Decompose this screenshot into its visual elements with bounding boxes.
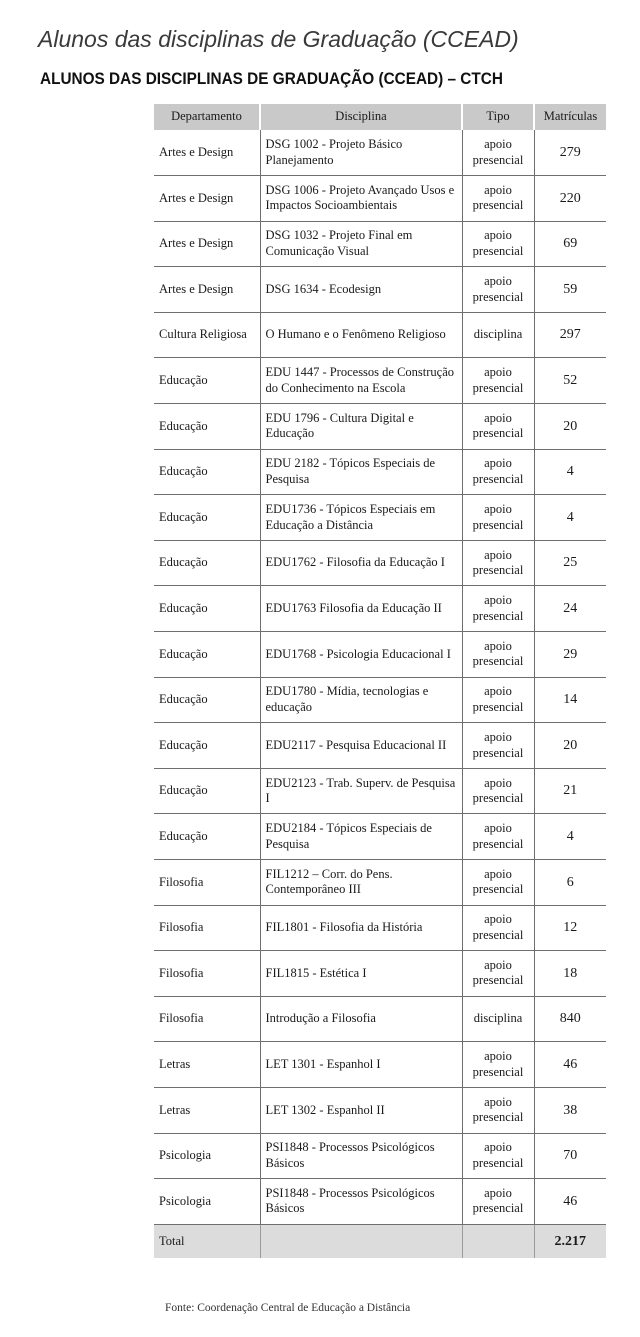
table-header-row [154, 104, 606, 130]
table-row [154, 1087, 606, 1133]
table-row [154, 723, 606, 769]
cell-matriculas: 14 [534, 677, 606, 723]
header-tipo: Tipo [462, 104, 534, 130]
total-empty-cell [260, 1224, 462, 1258]
source-note: Fonte: Coordenação Central de Educação a Distância [165, 1302, 411, 1314]
cell-disciplina: O Humano e o Fenômeno Religioso [260, 312, 462, 358]
cell-departamento: Filosofia [154, 996, 260, 1042]
cell-departamento: Artes e Design [154, 221, 260, 267]
cell-disciplina: EDU 2182 - Tópicos Especiais de Pesquisa [260, 449, 462, 495]
cell-matriculas: 20 [534, 404, 606, 450]
total-empty-cell [462, 1224, 534, 1258]
table-row [154, 951, 606, 997]
table-row [154, 860, 606, 906]
cell-tipo: apoio presencial [462, 130, 534, 176]
table-row [154, 814, 606, 860]
cell-disciplina: EDU1780 - Mídia, tecnologias e educação [260, 677, 462, 723]
cell-disciplina: DSG 1006 - Projeto Avançado Usos e Impactos Socioambientais [260, 176, 462, 222]
table-row [154, 1042, 606, 1088]
cell-departamento: Educação [154, 723, 260, 769]
cell-tipo: apoio presencial [462, 677, 534, 723]
cell-disciplina: EDU 1447 - Processos de Construção do Conhecimento na Escola [260, 358, 462, 404]
cell-matriculas: 6 [534, 860, 606, 906]
cell-tipo: apoio presencial [462, 905, 534, 951]
table-row [154, 312, 606, 358]
cell-tipo: apoio presencial [462, 951, 534, 997]
cell-matriculas: 29 [534, 632, 606, 678]
cell-matriculas: 52 [534, 358, 606, 404]
cell-tipo: apoio presencial [462, 449, 534, 495]
cell-disciplina: LET 1301 - Espanhol I [260, 1042, 462, 1088]
cell-departamento: Psicologia [154, 1133, 260, 1179]
cell-matriculas: 25 [534, 540, 606, 586]
cell-tipo: apoio presencial [462, 176, 534, 222]
cell-disciplina: EDU2117 - Pesquisa Educacional II [260, 723, 462, 769]
table-row [154, 130, 606, 176]
cell-disciplina: EDU2123 - Trab. Superv. de Pesquisa I [260, 768, 462, 814]
cell-departamento: Psicologia [154, 1179, 260, 1225]
cell-disciplina: PSI1848 - Processos Psicológicos Básicos [260, 1133, 462, 1179]
cell-disciplina: FIL1815 - Estética I [260, 951, 462, 997]
cell-matriculas: 46 [534, 1042, 606, 1088]
cell-departamento: Letras [154, 1087, 260, 1133]
cell-tipo: apoio presencial [462, 358, 534, 404]
cell-disciplina: EDU1762 - Filosofia da Educação I [260, 540, 462, 586]
cell-tipo: apoio presencial [462, 814, 534, 860]
cell-matriculas: 4 [534, 449, 606, 495]
cell-departamento: Filosofia [154, 951, 260, 997]
cell-matriculas: 70 [534, 1133, 606, 1179]
cell-tipo: apoio presencial [462, 632, 534, 678]
cell-matriculas: 20 [534, 723, 606, 769]
cell-tipo: apoio presencial [462, 267, 534, 313]
table-title: ALUNOS DAS DISCIPLINAS DE GRADUAÇÃO (CCEAD) – CTCH [40, 70, 503, 88]
cell-departamento: Cultura Religiosa [154, 312, 260, 358]
cell-departamento: Educação [154, 632, 260, 678]
cell-departamento: Educação [154, 449, 260, 495]
cell-departamento: Educação [154, 768, 260, 814]
table-row [154, 540, 606, 586]
table-row [154, 221, 606, 267]
cell-matriculas: 840 [534, 996, 606, 1042]
table-row [154, 996, 606, 1042]
table-row [154, 495, 606, 541]
cell-tipo: apoio presencial [462, 723, 534, 769]
cell-matriculas: 18 [534, 951, 606, 997]
cell-departamento: Filosofia [154, 905, 260, 951]
header-disciplina: Disciplina [260, 104, 462, 130]
cell-matriculas: 46 [534, 1179, 606, 1225]
cell-matriculas: 12 [534, 905, 606, 951]
cell-departamento: Educação [154, 495, 260, 541]
cell-matriculas: 4 [534, 495, 606, 541]
table-row [154, 1133, 606, 1179]
cell-disciplina: EDU 1796 - Cultura Digital e Educação [260, 404, 462, 450]
cell-departamento: Educação [154, 677, 260, 723]
table-row [154, 768, 606, 814]
cell-departamento: Educação [154, 586, 260, 632]
cell-disciplina: EDU1736 - Tópicos Especiais em Educação a Distância [260, 495, 462, 541]
table-row [154, 1179, 606, 1225]
cell-tipo: apoio presencial [462, 221, 534, 267]
cell-tipo: apoio presencial [462, 495, 534, 541]
total-row [154, 1224, 606, 1258]
cell-matriculas: 21 [534, 768, 606, 814]
cell-departamento: Educação [154, 814, 260, 860]
cell-matriculas: 297 [534, 312, 606, 358]
cell-disciplina: FIL1212 – Corr. do Pens. Contemporâneo III [260, 860, 462, 906]
cell-tipo: apoio presencial [462, 1042, 534, 1088]
table-row [154, 176, 606, 222]
section-title: Alunos das disciplinas de Graduação (CCEAD) [38, 26, 519, 52]
cell-matriculas: 69 [534, 221, 606, 267]
cell-tipo: apoio presencial [462, 1133, 534, 1179]
cell-tipo: apoio presencial [462, 1179, 534, 1225]
total-label: Total [154, 1224, 260, 1258]
cell-departamento: Letras [154, 1042, 260, 1088]
table-row [154, 267, 606, 313]
cell-disciplina: DSG 1032 - Projeto Final em Comunicação Visual [260, 221, 462, 267]
cell-tipo: apoio presencial [462, 860, 534, 906]
enrollment-table [154, 104, 606, 1258]
table-row [154, 358, 606, 404]
cell-disciplina: FIL1801 - Filosofia da História [260, 905, 462, 951]
cell-tipo: apoio presencial [462, 768, 534, 814]
cell-disciplina: DSG 1634 - Ecodesign [260, 267, 462, 313]
cell-departamento: Educação [154, 358, 260, 404]
cell-disciplina: PSI1848 - Processos Psicológicos Básicos [260, 1179, 462, 1225]
header-departamento: Departamento [154, 104, 260, 130]
cell-matriculas: 24 [534, 586, 606, 632]
cell-matriculas: 279 [534, 130, 606, 176]
cell-matriculas: 4 [534, 814, 606, 860]
total-value: 2.217 [534, 1224, 606, 1258]
cell-disciplina: LET 1302 - Espanhol II [260, 1087, 462, 1133]
table-row [154, 632, 606, 678]
table-row [154, 586, 606, 632]
cell-disciplina: EDU1768 - Psicologia Educacional I [260, 632, 462, 678]
table-row [154, 449, 606, 495]
cell-tipo: disciplina [462, 312, 534, 358]
cell-matriculas: 59 [534, 267, 606, 313]
cell-tipo: apoio presencial [462, 586, 534, 632]
cell-tipo: apoio presencial [462, 404, 534, 450]
cell-matriculas: 38 [534, 1087, 606, 1133]
cell-tipo: apoio presencial [462, 1087, 534, 1133]
cell-disciplina: EDU1763 Filosofia da Educação II [260, 586, 462, 632]
table-row [154, 404, 606, 450]
cell-departamento: Artes e Design [154, 267, 260, 313]
table-row [154, 677, 606, 723]
cell-departamento: Educação [154, 404, 260, 450]
cell-departamento: Filosofia [154, 860, 260, 906]
cell-tipo: disciplina [462, 996, 534, 1042]
cell-matriculas: 220 [534, 176, 606, 222]
header-matriculas: Matrículas [534, 104, 606, 130]
cell-tipo: apoio presencial [462, 540, 534, 586]
cell-departamento: Educação [154, 540, 260, 586]
cell-disciplina: Introdução a Filosofia [260, 996, 462, 1042]
cell-departamento: Artes e Design [154, 176, 260, 222]
table-row [154, 905, 606, 951]
cell-disciplina: DSG 1002 - Projeto Básico Planejamento [260, 130, 462, 176]
cell-disciplina: EDU2184 - Tópicos Especiais de Pesquisa [260, 814, 462, 860]
cell-departamento: Artes e Design [154, 130, 260, 176]
